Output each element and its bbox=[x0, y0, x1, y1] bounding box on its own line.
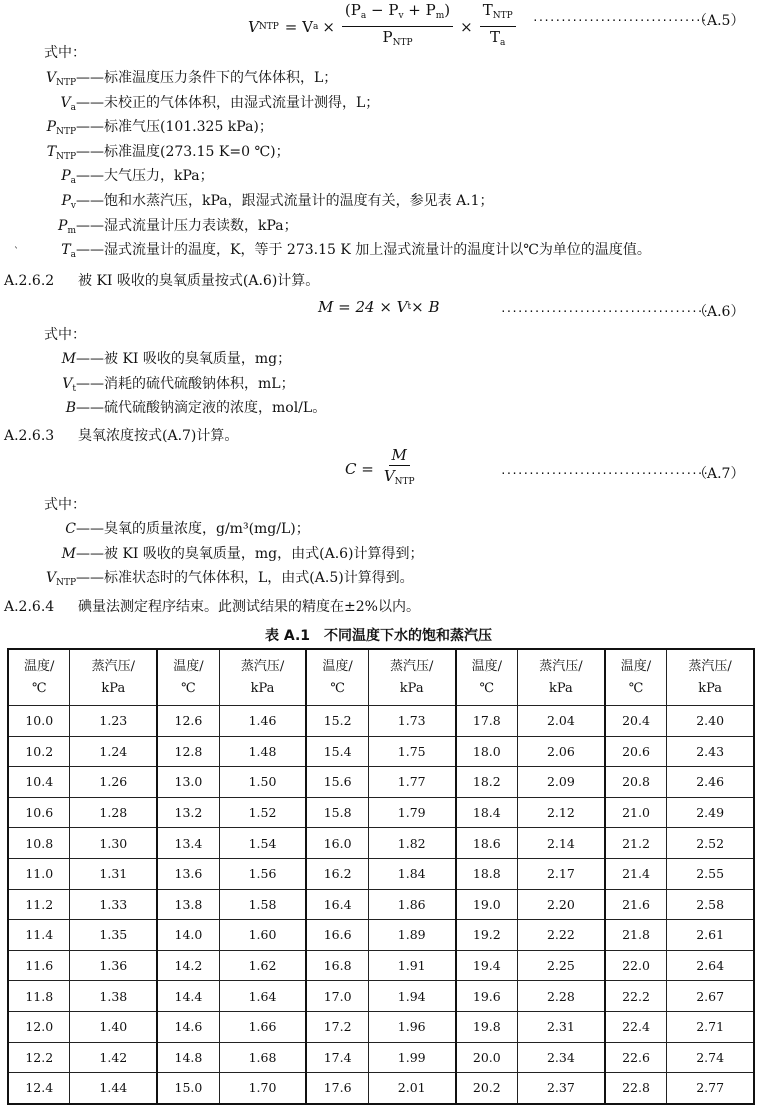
cell-vapor-pressure: 1.75 bbox=[368, 736, 455, 767]
cell-vapor-pressure: 2.37 bbox=[518, 1073, 605, 1104]
cell-temperature: 18.6 bbox=[456, 828, 518, 859]
cell-vapor-pressure: 1.70 bbox=[219, 1073, 306, 1104]
cell-temperature: 13.4 bbox=[157, 828, 219, 859]
table-row bbox=[8, 1073, 754, 1104]
cell-vapor-pressure: 2.34 bbox=[518, 1042, 605, 1073]
stray-mark: ` bbox=[14, 247, 19, 258]
definition-symbol: $V_a$ bbox=[60, 94, 76, 113]
cell-vapor-pressure: 1.54 bbox=[219, 828, 306, 859]
vapor-pressure-table bbox=[7, 648, 755, 1105]
cell-vapor-pressure: 1.36 bbox=[70, 950, 157, 981]
cell-temperature: 20.8 bbox=[605, 767, 667, 798]
definition-item bbox=[10, 569, 414, 592]
formula-a6-number: （A.6） bbox=[693, 304, 745, 320]
header-temperature: 温度/ ℃ bbox=[8, 649, 70, 706]
cell-temperature: 17.6 bbox=[306, 1073, 368, 1104]
formula-a7-fraction: $\frac{M}{V_{NTP}}$ bbox=[383, 446, 415, 487]
table-row bbox=[8, 920, 754, 951]
clause-a264 bbox=[4, 596, 420, 616]
cell-temperature: 13.6 bbox=[157, 858, 219, 889]
definition-text: ——饱和水蒸汽压，kPa，跟湿式流量计的温度有关，参见表 A.1； bbox=[76, 193, 494, 209]
cell-temperature: 19.0 bbox=[456, 889, 518, 920]
cell-vapor-pressure: 1.68 bbox=[219, 1042, 306, 1073]
cell-vapor-pressure: 1.66 bbox=[219, 1011, 306, 1042]
definition-symbol: $V_t$ bbox=[62, 375, 76, 394]
definition-text: ——标准温度(273.15 K=0 ℃)； bbox=[76, 143, 290, 160]
where-label-3: 式中： bbox=[44, 497, 86, 513]
definition-symbol: $P_a$ bbox=[61, 168, 76, 187]
cell-vapor-pressure: 2.25 bbox=[518, 950, 605, 981]
cell-temperature: 13.2 bbox=[157, 797, 219, 828]
cell-temperature: 22.0 bbox=[605, 950, 667, 981]
definition-text: ——臭氧的质量浓度，g/m³(mg/L)； bbox=[76, 521, 310, 537]
header-vapor-pressure: 蒸汽压/ kPa bbox=[219, 649, 306, 706]
cell-vapor-pressure: 2.22 bbox=[518, 920, 605, 951]
cell-vapor-pressure: 1.23 bbox=[70, 706, 157, 737]
table-row bbox=[8, 1042, 754, 1073]
clause-a262-text: 被 KI 吸收的臭氧质量按式(A.6)计算。 bbox=[78, 273, 320, 289]
cell-temperature: 21.0 bbox=[605, 797, 667, 828]
cell-vapor-pressure: 2.14 bbox=[518, 828, 605, 859]
definition-item bbox=[10, 520, 310, 538]
cell-vapor-pressure: 1.40 bbox=[70, 1011, 157, 1042]
cell-vapor-pressure: 2.31 bbox=[518, 1011, 605, 1042]
cell-temperature: 12.6 bbox=[157, 706, 219, 737]
cell-vapor-pressure: 1.48 bbox=[219, 736, 306, 767]
definition-symbol: B bbox=[65, 400, 76, 417]
cell-temperature: 19.4 bbox=[456, 950, 518, 981]
cell-vapor-pressure: 1.84 bbox=[368, 858, 455, 889]
definition-text: ——硫代硫酸钠滴定液的浓度，mol/L。 bbox=[76, 400, 327, 417]
cell-temperature: 15.4 bbox=[306, 736, 368, 767]
cell-temperature: 19.6 bbox=[456, 981, 518, 1012]
definition-item bbox=[10, 167, 214, 190]
definition-text: ——标准气压(101.325 kPa)； bbox=[76, 119, 273, 136]
cell-temperature: 20.0 bbox=[456, 1042, 518, 1073]
cell-vapor-pressure: 1.30 bbox=[70, 828, 157, 859]
cell-vapor-pressure: 1.44 bbox=[70, 1073, 157, 1104]
cell-temperature: 15.6 bbox=[306, 767, 368, 798]
table-row bbox=[8, 858, 754, 889]
cell-vapor-pressure: 1.50 bbox=[219, 767, 306, 798]
cell-temperature: 11.6 bbox=[8, 950, 70, 981]
cell-vapor-pressure: 2.20 bbox=[518, 889, 605, 920]
cell-vapor-pressure: 2.09 bbox=[518, 767, 605, 798]
formula-a6-leader-dots: ····································· bbox=[500, 305, 709, 318]
definition-symbol: $T_{NTP}$ bbox=[46, 143, 76, 162]
cell-temperature: 12.0 bbox=[8, 1011, 70, 1042]
cell-temperature: 16.4 bbox=[306, 889, 368, 920]
definition-text: ——标准温度压力条件下的气体体积，L； bbox=[76, 70, 338, 86]
definition-symbol: M bbox=[61, 351, 76, 367]
definition-text: ——被 KI 吸收的臭氧质量，mg，由式(A.6)计算得到； bbox=[76, 545, 424, 562]
cell-vapor-pressure: 2.01 bbox=[368, 1073, 455, 1104]
cell-vapor-pressure: 1.46 bbox=[219, 706, 306, 737]
header-temperature: 温度/ ℃ bbox=[306, 649, 368, 706]
table-row bbox=[8, 1011, 754, 1042]
formula-a5: V NTP = V a × $\frac{(P_a - P_v + P_m)}{P_{NTP}}$ × $\frac{T_{NTP}}{T_a}$ bbox=[248, 2, 519, 51]
definition-item bbox=[10, 217, 298, 240]
cell-vapor-pressure: 2.49 bbox=[667, 797, 754, 828]
cell-vapor-pressure: 2.67 bbox=[667, 981, 754, 1012]
cell-vapor-pressure: 2.17 bbox=[518, 858, 605, 889]
cell-vapor-pressure: 1.89 bbox=[368, 920, 455, 951]
cell-temperature: 18.2 bbox=[456, 767, 518, 798]
cell-vapor-pressure: 1.99 bbox=[368, 1042, 455, 1073]
cell-temperature: 16.0 bbox=[306, 828, 368, 859]
cell-temperature: 22.4 bbox=[605, 1011, 667, 1042]
cell-temperature: 11.2 bbox=[8, 889, 70, 920]
formula-a5-lhs: V bbox=[248, 17, 259, 36]
formula-a7-lhs: C = bbox=[345, 459, 374, 478]
cell-temperature: 17.4 bbox=[306, 1042, 368, 1073]
cell-temperature: 20.2 bbox=[456, 1073, 518, 1104]
cell-vapor-pressure: 1.33 bbox=[70, 889, 157, 920]
cell-vapor-pressure: 1.94 bbox=[368, 981, 455, 1012]
definition-item bbox=[10, 399, 326, 417]
cell-temperature: 19.2 bbox=[456, 920, 518, 951]
cell-vapor-pressure: 1.24 bbox=[70, 736, 157, 767]
formula-a5-eq: = V bbox=[284, 17, 313, 36]
cell-vapor-pressure: 2.46 bbox=[667, 767, 754, 798]
table-row bbox=[8, 797, 754, 828]
header-vapor-pressure: 蒸汽压/ kPa bbox=[368, 649, 455, 706]
definition-item bbox=[10, 545, 424, 563]
clause-a264-number: A.2.6.4 bbox=[4, 599, 55, 615]
cell-temperature: 10.4 bbox=[8, 767, 70, 798]
cell-temperature: 22.2 bbox=[605, 981, 667, 1012]
cell-temperature: 15.0 bbox=[157, 1073, 219, 1104]
cell-vapor-pressure: 2.71 bbox=[667, 1011, 754, 1042]
definition-symbol: $P_m$ bbox=[58, 217, 76, 236]
table-row bbox=[8, 736, 754, 767]
definition-text: ——未校正的气体体积，由湿式流量计测得，L； bbox=[76, 94, 380, 111]
definition-symbol: $P_{NTP}$ bbox=[46, 119, 76, 138]
cell-temperature: 16.6 bbox=[306, 920, 368, 951]
cell-vapor-pressure: 2.55 bbox=[667, 858, 754, 889]
definition-symbol: $T_a$ bbox=[61, 242, 76, 261]
cell-vapor-pressure: 1.77 bbox=[368, 767, 455, 798]
formula-a5-number: （A.5） bbox=[693, 13, 745, 29]
definition-symbol: $V_{NTP}$ bbox=[45, 570, 76, 589]
cell-vapor-pressure: 2.40 bbox=[667, 706, 754, 737]
cell-temperature: 13.8 bbox=[157, 889, 219, 920]
cell-temperature: 14.8 bbox=[157, 1042, 219, 1073]
clause-a263-text: 臭氧浓度按式(A.7)计算。 bbox=[78, 428, 239, 444]
formula-a5-fraction-1: $\frac{(P_a - P_v + P_m)}{P_{NTP}}$ bbox=[342, 2, 453, 51]
cell-vapor-pressure: 1.60 bbox=[219, 920, 306, 951]
cell-vapor-pressure: 1.58 bbox=[219, 889, 306, 920]
definition-text: ——大气压力，kPa； bbox=[76, 168, 214, 185]
cell-vapor-pressure: 1.42 bbox=[70, 1042, 157, 1073]
cell-temperature: 17.2 bbox=[306, 1011, 368, 1042]
formula-a5-fraction-2: $\frac{T_{NTP}}{T_a}$ bbox=[480, 2, 516, 51]
cell-temperature: 10.8 bbox=[8, 828, 70, 859]
clause-a262 bbox=[4, 270, 319, 290]
cell-vapor-pressure: 1.73 bbox=[368, 706, 455, 737]
cell-temperature: 22.6 bbox=[605, 1042, 667, 1073]
definition-text: ——湿式流量计的温度，K，等于 273.15 K 加上湿式流量计的温度计以℃为单位的温度值。 bbox=[76, 242, 651, 259]
cell-vapor-pressure: 1.35 bbox=[70, 920, 157, 951]
definition-item bbox=[10, 241, 651, 264]
cell-temperature: 11.4 bbox=[8, 920, 70, 951]
clause-a262-number: A.2.6.2 bbox=[4, 273, 55, 289]
definition-item bbox=[10, 69, 337, 92]
table-row bbox=[8, 706, 754, 737]
header-temperature: 温度/ ℃ bbox=[456, 649, 518, 706]
cell-vapor-pressure: 1.64 bbox=[219, 981, 306, 1012]
cell-temperature: 17.0 bbox=[306, 981, 368, 1012]
header-vapor-pressure: 蒸汽压/ kPa bbox=[667, 649, 754, 706]
cell-vapor-pressure: 1.31 bbox=[70, 858, 157, 889]
cell-vapor-pressure: 2.28 bbox=[518, 981, 605, 1012]
cell-temperature: 17.8 bbox=[456, 706, 518, 737]
cell-temperature: 14.6 bbox=[157, 1011, 219, 1042]
cell-vapor-pressure: 2.04 bbox=[518, 706, 605, 737]
cell-temperature: 21.8 bbox=[605, 920, 667, 951]
definition-item bbox=[10, 350, 291, 368]
cell-vapor-pressure: 2.74 bbox=[667, 1042, 754, 1073]
table-a1-title: 表 A.1 不同温度下水的饱和蒸汽压 bbox=[264, 628, 493, 644]
cell-temperature: 22.8 bbox=[605, 1073, 667, 1104]
clause-a263 bbox=[4, 425, 238, 445]
header-vapor-pressure: 蒸汽压/ kPa bbox=[70, 649, 157, 706]
cell-vapor-pressure: 2.06 bbox=[518, 736, 605, 767]
formula-a5-leader-dots: ······························· bbox=[532, 14, 707, 27]
cell-vapor-pressure: 2.77 bbox=[667, 1073, 754, 1104]
cell-temperature: 14.0 bbox=[157, 920, 219, 951]
definition-text: ——湿式流量计压力表读数，kPa； bbox=[76, 217, 298, 234]
definition-text: ——被 KI 吸收的臭氧质量，mg； bbox=[76, 351, 292, 367]
cell-temperature: 18.8 bbox=[456, 858, 518, 889]
cell-temperature: 12.8 bbox=[157, 736, 219, 767]
table-header-row bbox=[8, 649, 754, 706]
definition-text: ——标准状态时的气体体积，L，由式(A.5)计算得到。 bbox=[76, 570, 414, 587]
cell-vapor-pressure: 2.52 bbox=[667, 828, 754, 859]
cell-temperature: 15.2 bbox=[306, 706, 368, 737]
where-label-1: 式中： bbox=[44, 45, 86, 61]
cell-temperature: 21.2 bbox=[605, 828, 667, 859]
cell-temperature: 10.6 bbox=[8, 797, 70, 828]
definition-item bbox=[10, 192, 494, 215]
cell-temperature: 11.0 bbox=[8, 858, 70, 889]
cell-vapor-pressure: 1.86 bbox=[368, 889, 455, 920]
cell-temperature: 20.6 bbox=[605, 736, 667, 767]
cell-vapor-pressure: 1.56 bbox=[219, 858, 306, 889]
cell-vapor-pressure: 1.96 bbox=[368, 1011, 455, 1042]
cell-vapor-pressure: 1.26 bbox=[70, 767, 157, 798]
cell-temperature: 10.0 bbox=[8, 706, 70, 737]
formula-a6-text: M = 24 × V bbox=[318, 298, 408, 316]
definition-symbol: C bbox=[65, 521, 76, 537]
definition-item bbox=[10, 94, 379, 117]
cell-temperature: 12.2 bbox=[8, 1042, 70, 1073]
cell-temperature: 14.4 bbox=[157, 981, 219, 1012]
cell-temperature: 16.2 bbox=[306, 858, 368, 889]
table-row bbox=[8, 889, 754, 920]
cell-temperature: 19.8 bbox=[456, 1011, 518, 1042]
cell-vapor-pressure: 1.38 bbox=[70, 981, 157, 1012]
formula-a6: M = 24 × V t × B bbox=[318, 298, 440, 316]
cell-temperature: 21.6 bbox=[605, 889, 667, 920]
table-row bbox=[8, 828, 754, 859]
cell-vapor-pressure: 2.12 bbox=[518, 797, 605, 828]
cell-vapor-pressure: 2.64 bbox=[667, 950, 754, 981]
definition-symbol: $V_{NTP}$ bbox=[45, 70, 76, 88]
clause-a263-number: A.2.6.3 bbox=[4, 428, 55, 444]
cell-temperature: 10.2 bbox=[8, 736, 70, 767]
cell-temperature: 18.4 bbox=[456, 797, 518, 828]
cell-temperature: 11.8 bbox=[8, 981, 70, 1012]
cell-vapor-pressure: 2.43 bbox=[667, 736, 754, 767]
cell-temperature: 20.4 bbox=[605, 706, 667, 737]
formula-a7-leader-dots: ····································· bbox=[500, 467, 709, 480]
formula-a7-number: （A.7） bbox=[693, 466, 745, 482]
formula-a7 bbox=[345, 447, 421, 490]
definition-symbol: M bbox=[61, 545, 76, 562]
cell-vapor-pressure: 2.58 bbox=[667, 889, 754, 920]
header-vapor-pressure: 蒸汽压/ kPa bbox=[518, 649, 605, 706]
cell-temperature: 13.0 bbox=[157, 767, 219, 798]
definition-symbol: $P_v$ bbox=[61, 193, 76, 211]
cell-vapor-pressure: 1.28 bbox=[70, 797, 157, 828]
cell-temperature: 15.8 bbox=[306, 797, 368, 828]
cell-temperature: 21.4 bbox=[605, 858, 667, 889]
definition-item bbox=[10, 118, 273, 141]
cell-vapor-pressure: 1.62 bbox=[219, 950, 306, 981]
cell-temperature: 14.2 bbox=[157, 950, 219, 981]
table-row bbox=[8, 767, 754, 798]
cell-vapor-pressure: 1.79 bbox=[368, 797, 455, 828]
cell-temperature: 12.4 bbox=[8, 1073, 70, 1104]
clause-a264-text: 碘量法测定程序结束。此测试结果的精度在±2%以内。 bbox=[78, 599, 420, 615]
cell-vapor-pressure: 1.52 bbox=[219, 797, 306, 828]
cell-vapor-pressure: 1.91 bbox=[368, 950, 455, 981]
definition-text: ——消耗的硫代硫酸钠体积，mL； bbox=[76, 375, 295, 392]
table-row bbox=[8, 950, 754, 981]
definition-item bbox=[10, 143, 290, 166]
cell-temperature: 18.0 bbox=[456, 736, 518, 767]
header-temperature: 温度/ ℃ bbox=[605, 649, 667, 706]
definition-item bbox=[10, 375, 295, 398]
cell-vapor-pressure: 1.82 bbox=[368, 828, 455, 859]
cell-temperature: 16.8 bbox=[306, 950, 368, 981]
where-label-2: 式中： bbox=[44, 327, 86, 343]
header-temperature: 温度/ ℃ bbox=[157, 649, 219, 706]
table-row bbox=[8, 981, 754, 1012]
cell-vapor-pressure: 2.61 bbox=[667, 920, 754, 951]
